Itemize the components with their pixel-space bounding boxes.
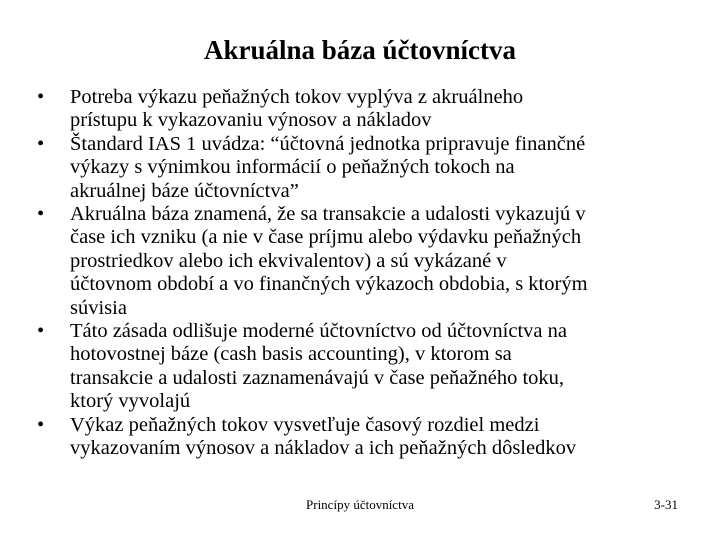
bullet-icon: • bbox=[37, 413, 45, 436]
bullet-text-line: prostriedkov alebo ich ekvivalentov) a sú vykázané v bbox=[70, 249, 507, 272]
bullet-text-line: akruálnej báze účtovníctva” bbox=[70, 179, 299, 202]
bullet-icon: • bbox=[37, 203, 45, 226]
bullet-text-line: hotovostnej báze (cash basis accounting), v ktorom sa bbox=[70, 343, 512, 366]
bullet-text-line: ktorý vyvolajú bbox=[70, 390, 191, 413]
bullet-item bbox=[37, 203, 687, 320]
bullet-list bbox=[37, 86, 687, 461]
bullet-icon: • bbox=[37, 320, 45, 343]
bullet-text-line: prístupu k vykazovaniu výnosov a nákladov bbox=[70, 109, 432, 132]
bullet-item bbox=[37, 86, 687, 133]
bullet-item bbox=[37, 133, 687, 203]
footer-course-name: Princípy účtovníctva bbox=[306, 497, 414, 512]
bullet-text-line: Akruálna báza znamená, že sa transakcie a udalosti vykazujú v bbox=[70, 203, 586, 226]
bullet-text-line: súvisia bbox=[70, 296, 127, 319]
bullet-text-line: čase ich vzniku (a nie v čase príjmu alebo výdavku peňažných bbox=[70, 226, 582, 249]
footer-page-number: 3-31 bbox=[654, 497, 678, 512]
bullet-text-line: Potreba výkazu peňažných tokov vyplýva z akruálneho bbox=[70, 86, 524, 108]
bullet-icon: • bbox=[37, 86, 45, 108]
slide-title: Akruálna báza účtovníctva bbox=[203, 35, 517, 65]
bullet-text-line: Táto zásada odlišuje moderné účtovníctvo od účtovníctva na bbox=[70, 320, 567, 343]
bullet-text-line: výkazy s výnimkou informácií o peňažných tokoch na bbox=[70, 156, 515, 179]
bullet-text-line: Výkaz peňažných tokov vysvetľuje časový rozdiel medzi bbox=[70, 413, 540, 436]
bullet-text-line: účtovnom období a vo finančných výkazoch obdobia, s ktorým bbox=[70, 273, 588, 296]
bullet-text-line: vykazovaním výnosov a nákladov a ich peňažných dôsledkov bbox=[70, 437, 577, 460]
bullet-item bbox=[37, 320, 687, 414]
bullet-text-line: Štandard IAS 1 uvádza: “účtovná jednotka pripravuje finančné bbox=[70, 132, 586, 155]
bullet-icon: • bbox=[37, 132, 45, 155]
bullet-text-line: transakcie a udalosti zaznamenávajú v čase peňažného toku, bbox=[70, 366, 565, 389]
bullet-item bbox=[37, 414, 687, 461]
